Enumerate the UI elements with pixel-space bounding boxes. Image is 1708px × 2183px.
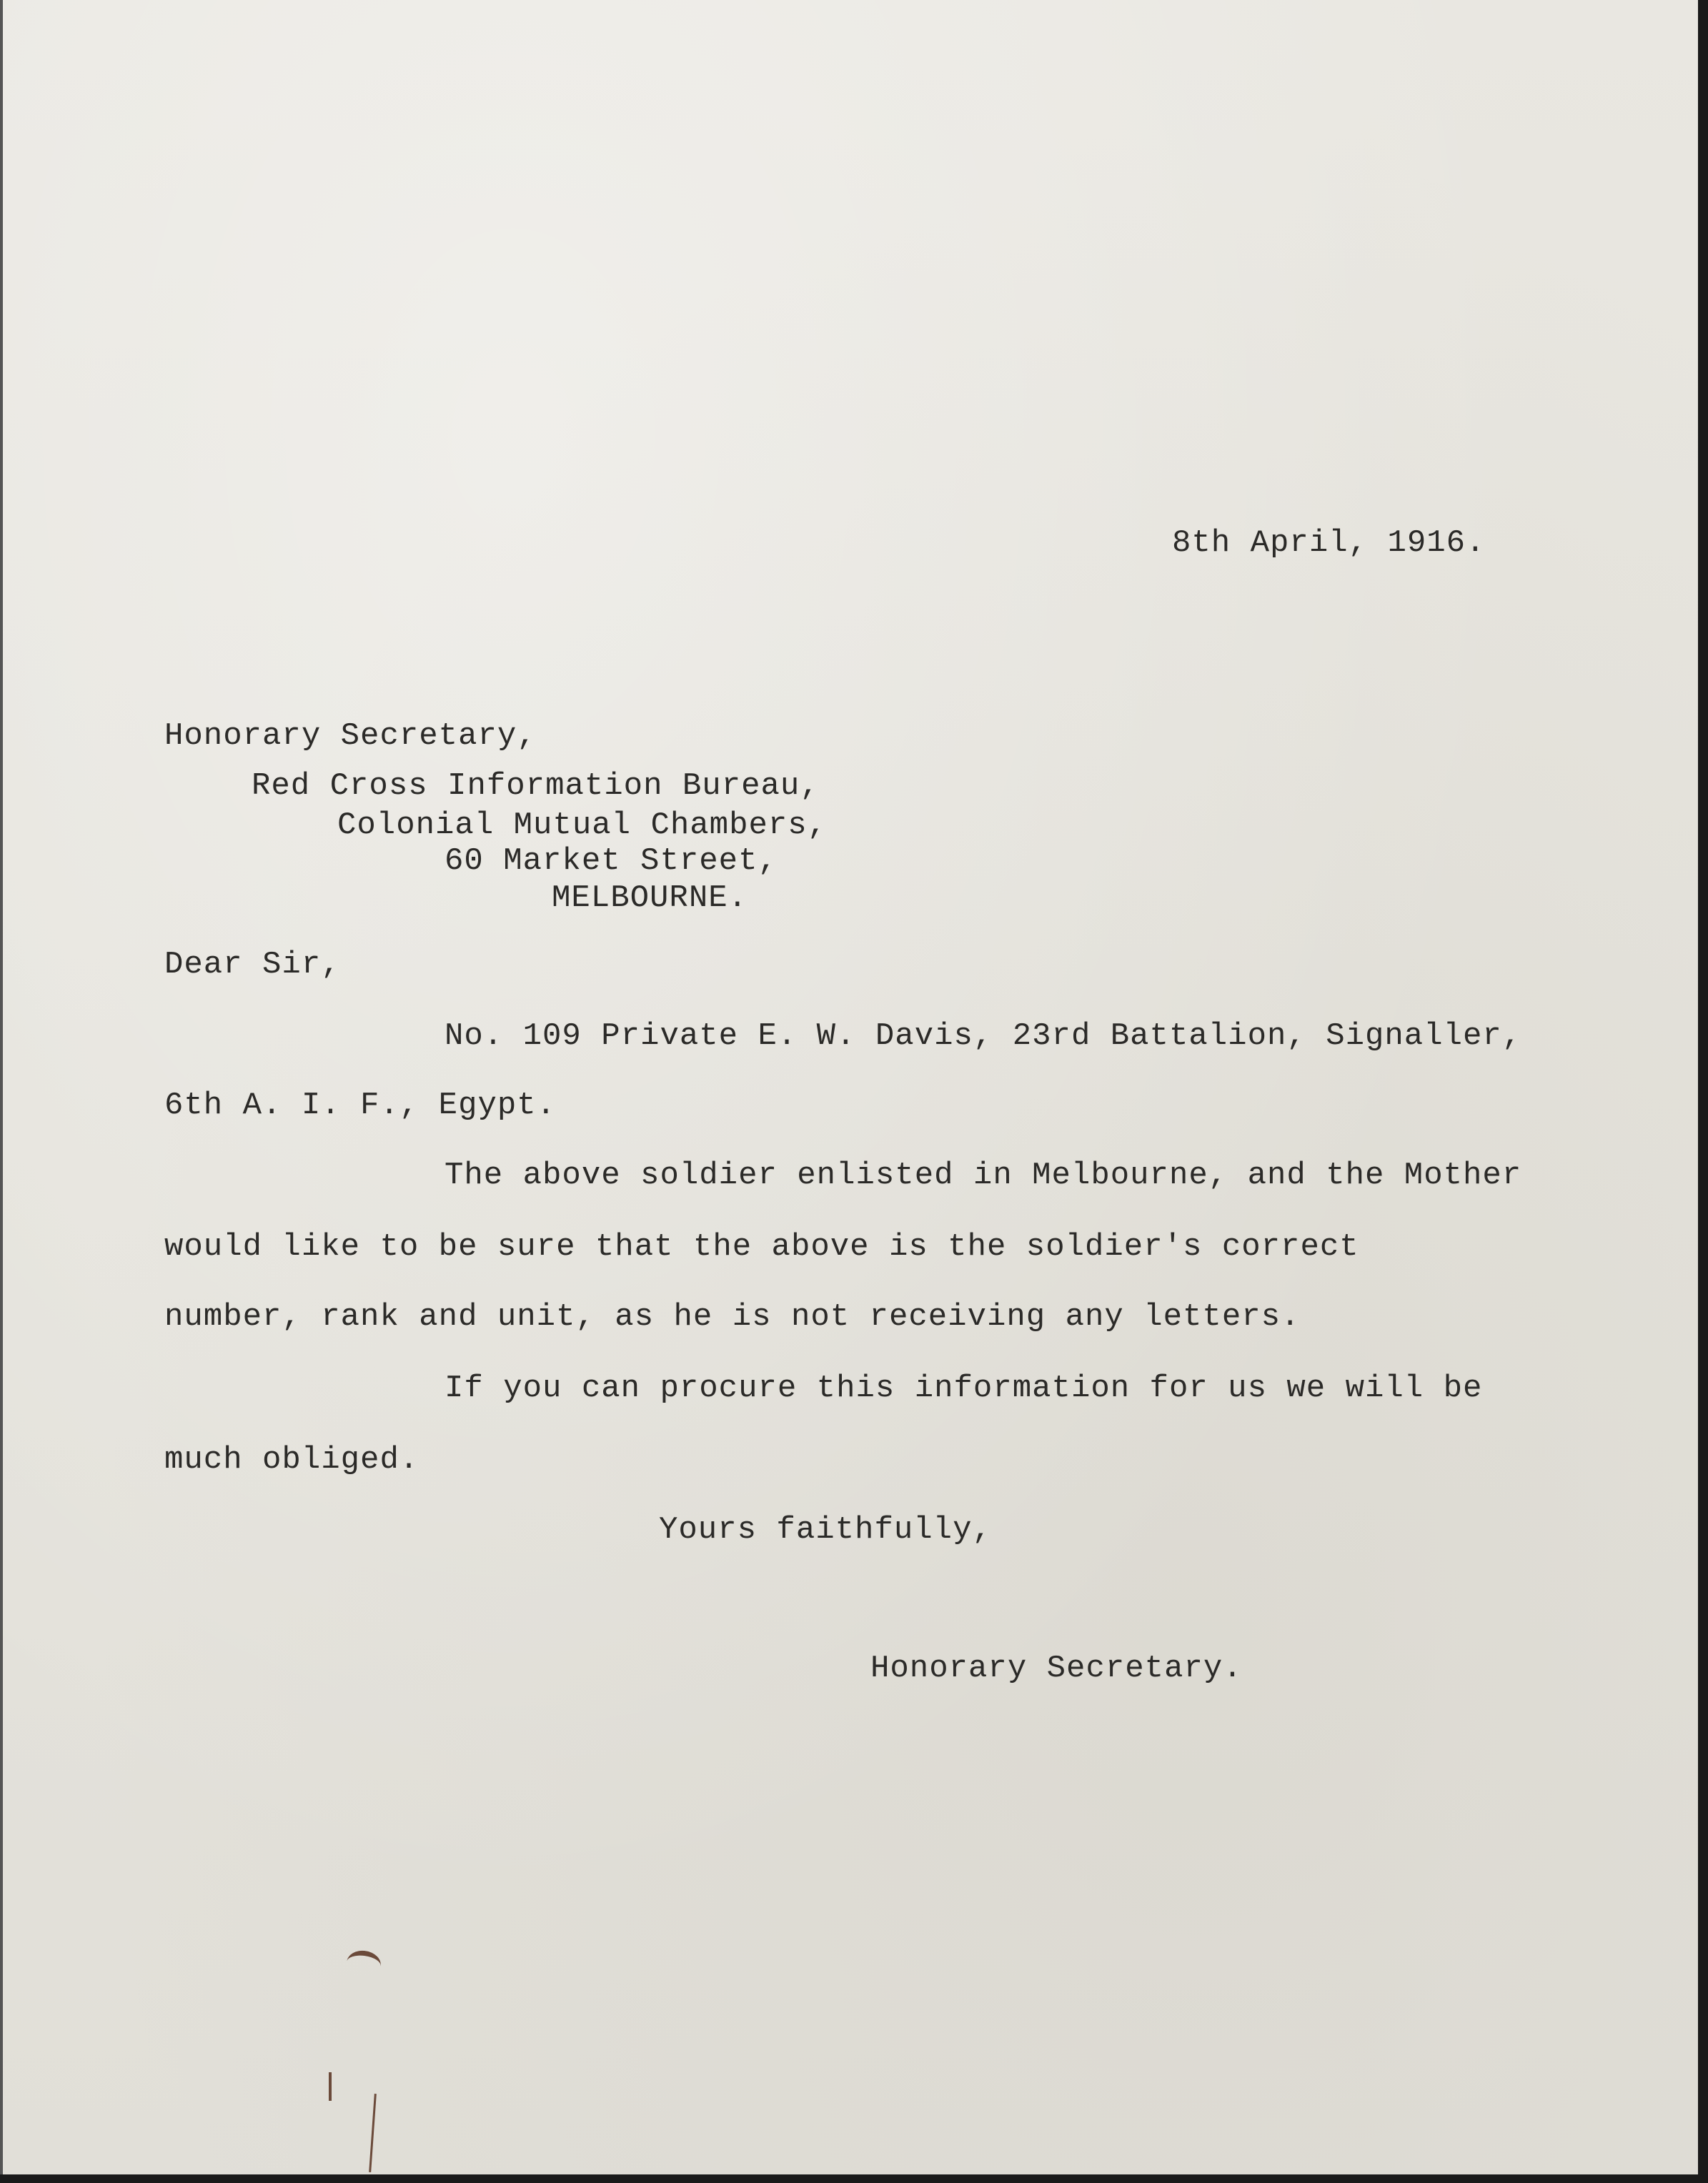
recipient-line-5: MELBOURNE. bbox=[552, 880, 748, 916]
recipient-line-3: Colonial Mutual Chambers, bbox=[337, 807, 828, 843]
paragraph-1-line-3: number, rank and unit, as he is not receiving any letters. bbox=[164, 1299, 1301, 1335]
pencil-mark-hook bbox=[345, 1949, 383, 1979]
paragraph-1-line-1: The above soldier enlisted in Melbourne, and the Mother bbox=[445, 1158, 1522, 1193]
reference-line-2: 6th A. I. F., Egypt. bbox=[164, 1088, 557, 1123]
pencil-mark-stroke-2 bbox=[369, 2094, 377, 2172]
closing: Yours faithfully, bbox=[659, 1512, 992, 1548]
paragraph-1-line-2: would like to be sure that the above is the soldier's correct bbox=[164, 1229, 1359, 1265]
reference-line-1: No. 109 Private E. W. Davis, 23rd Battalion, Signaller, bbox=[445, 1018, 1522, 1054]
pencil-mark-stroke-1 bbox=[329, 2072, 332, 2101]
salutation: Dear Sir, bbox=[164, 947, 341, 983]
scan-left-edge bbox=[0, 0, 3, 2183]
scan-bottom-edge bbox=[0, 2174, 1708, 2183]
paragraph-2-line-1: If you can procure this information for us we will be bbox=[445, 1371, 1483, 1406]
letter-date: 8th April, 1916. bbox=[1172, 525, 1486, 561]
recipient-line-2: Red Cross Information Bureau, bbox=[252, 768, 820, 804]
scan-right-edge bbox=[1698, 0, 1708, 2183]
recipient-line-1: Honorary Secretary, bbox=[164, 718, 537, 754]
signature-title: Honorary Secretary. bbox=[870, 1651, 1243, 1686]
paragraph-2-line-2: much obliged. bbox=[164, 1442, 419, 1478]
recipient-line-4: 60 Market Street, bbox=[445, 843, 778, 879]
